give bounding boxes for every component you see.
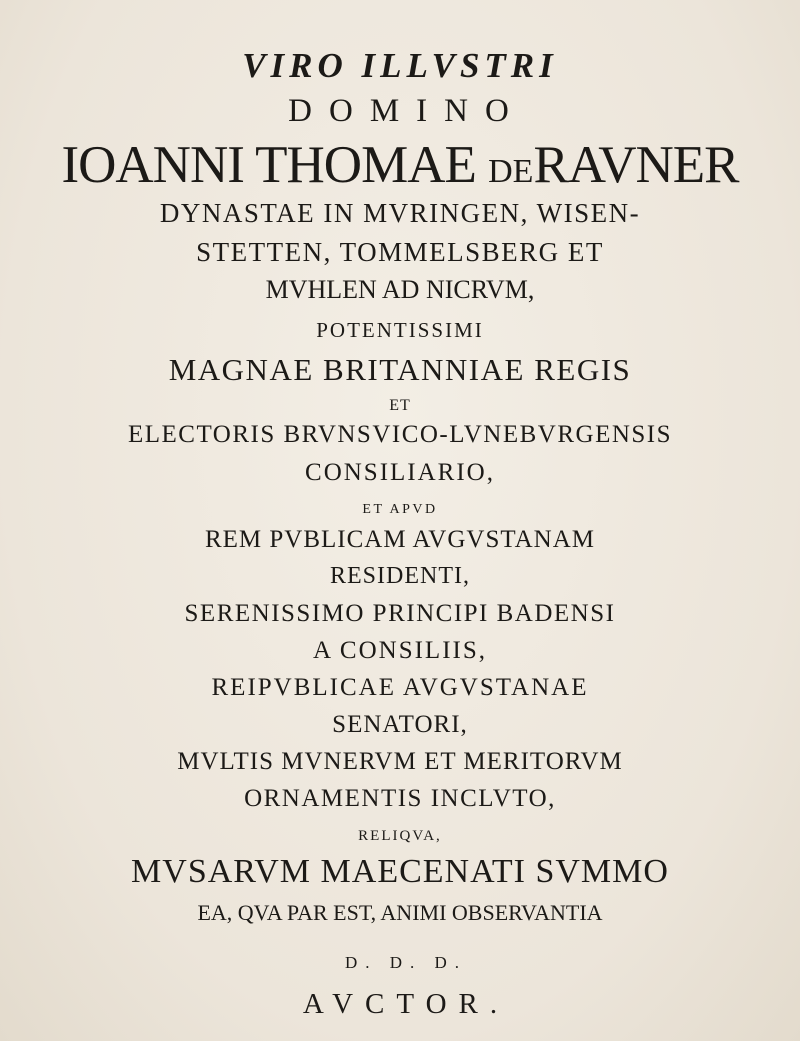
dedication-line-ddd: D. D. D. <box>344 953 468 972</box>
dedication-line-viro-illustri: VIRO ILLVSTRI <box>242 46 558 85</box>
dedication-line-reliqva: RELIQVA, <box>358 828 442 844</box>
dedication-line-residenti: RESIDENTI, <box>330 563 470 589</box>
dedication-line-magnae-britanniae: MAGNAE BRITANNIAE REGIS <box>168 352 632 387</box>
dedication-line-a-consiliis: A CONSILIIS, <box>312 637 487 664</box>
dedication-line-potentissimi: POTENTISSIMI <box>316 318 484 342</box>
author-signature: AVCTOR. <box>302 988 510 1020</box>
dedication-line-consiliario: CONSILIARIO, <box>305 459 495 486</box>
dedication-line-reipublicae: REIPVBLICAE AVGVSTANAE <box>211 674 589 701</box>
dedication-line-et: ET <box>389 397 411 414</box>
dedication-line-mvltis: MVLTIS MVNERVM ET MERITORVM <box>177 748 623 775</box>
dedicatee-name-last: RAVNER <box>533 136 739 194</box>
dedication-line-dynastae: DYNASTAE IN MVRINGEN, WISEN- <box>159 198 641 228</box>
dedication-line-observantia: EA, QVA PAR EST, ANIMI OBSERVANTIA <box>197 900 603 925</box>
dedicatee-name-particle: DE <box>488 153 534 190</box>
dedication-line-ornamentis: ORNAMENTIS INCLVTO, <box>244 785 556 812</box>
dedication-line-mvsarvm: MVSARVM MAECENATI SVMMO <box>131 853 669 890</box>
dedicatee-name <box>0 136 800 194</box>
dedication-line-senatori: SENATORI, <box>332 711 468 738</box>
dedicatee-name-first: IOANNI THOMAE <box>61 136 489 194</box>
dedication-line-et-apvd: ET APVD <box>362 502 438 517</box>
dedication-line-electoris: ELECTORIS BRVNSVICO-LVNEBVRGENSIS <box>127 421 673 448</box>
dedication-line-serenissimo: SERENISSIMO PRINCIPI BADENSI <box>184 600 616 627</box>
dedication-line-domino: DOMINO <box>288 93 526 129</box>
dedication-line-mvhlen: MVHLEN AD NICRVM, <box>265 275 535 304</box>
dedication-line-rem-publicam: REM PVBLICAM AVGVSTANAM <box>204 526 596 553</box>
dedication-line-stetten: STETTEN, TOMMELSBERG ET <box>196 237 604 267</box>
